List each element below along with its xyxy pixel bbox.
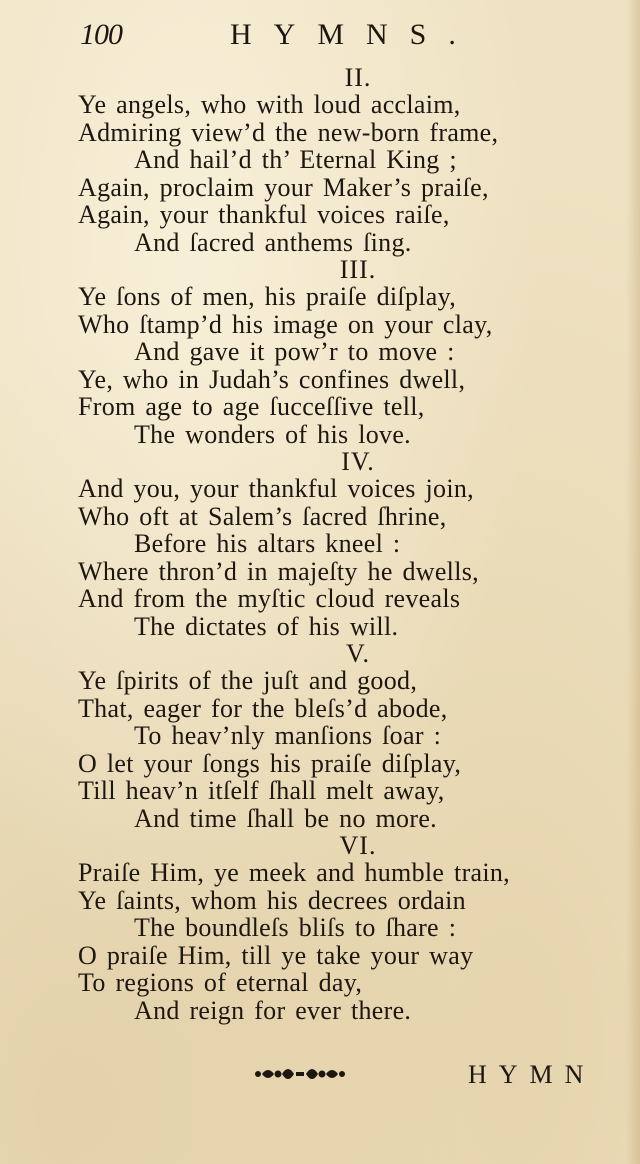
verse-line: Till heav’n itſelf ſhall melt away,	[78, 776, 445, 805]
page-number: 100	[80, 18, 122, 51]
verse-line: The wonders of his love.	[134, 419, 411, 449]
verse-line: And ſacred anthems ſing.	[134, 227, 412, 257]
verse-line: Ye ſpirits of the juſt and good,	[78, 666, 418, 695]
verse-line: Ye angels, who with loud acclaim,	[78, 90, 461, 119]
verse-line: Where thron’d in majeſty he dwells,	[78, 556, 479, 586]
stanza-number: IV.	[341, 447, 375, 476]
printer-ornament-icon	[250, 1060, 350, 1088]
verse-line: And gave it pow’r to move :	[134, 337, 455, 366]
stanza	[78, 448, 598, 640]
catchword: HYMN	[468, 1060, 596, 1089]
verse-line: Ye ſons of men, his praiſe diſplay,	[78, 282, 457, 311]
verse-line: That, eager for the bleſs’d abode,	[78, 693, 448, 723]
stanza-number: V.	[346, 639, 370, 668]
running-title: HYMNS.	[230, 18, 478, 51]
page-footer	[250, 1060, 610, 1100]
stanza-number: II.	[344, 63, 372, 92]
verse-line: And time ſhall be no more.	[134, 803, 437, 833]
verse-line: The boundleſs bliſs to ſhare :	[134, 913, 457, 942]
verse-line: To regions of eternal day,	[78, 968, 363, 997]
verse-line: And from the myſtic cloud reveals	[78, 584, 461, 613]
verse-line: And reign for ever there.	[134, 995, 412, 1025]
stanza	[78, 832, 598, 1024]
verse-line: And you, your thankful voices join,	[78, 474, 474, 503]
verse-line: Admiring view’d the new-born frame,	[78, 117, 499, 147]
stanza	[78, 64, 598, 256]
page-edge-shadow	[626, 0, 640, 1164]
stanza-number: III.	[339, 255, 377, 284]
running-head	[80, 18, 600, 58]
verse-line: Who oft at Salem’s ſacred ſhrine,	[78, 501, 447, 531]
verse-line: O praiſe Him, till ye take your way	[78, 940, 474, 970]
verse-line: Again, proclaim your Maker’s praiſe,	[78, 172, 489, 202]
stanza	[78, 640, 598, 832]
verse-line: And hail’d th’ Eternal King ;	[134, 145, 457, 174]
verse-line: Who ſtamp’d his image on your clay,	[78, 309, 493, 339]
verse-line: Ye ſaints, whom his decrees ordain	[78, 885, 466, 915]
hymn-verses	[78, 64, 598, 1024]
verse-line: Praiſe Him, ye meek and humble train,	[78, 858, 510, 887]
verse-line: Before his altars kneel :	[134, 529, 401, 558]
verse-line: Ye, who in Judah’s confines dwell,	[78, 364, 466, 394]
verse-line: To heav’nly manſions ſoar :	[134, 721, 442, 750]
verse-line: The dictates of his will.	[134, 611, 399, 641]
stanza-number: VI.	[339, 831, 377, 860]
verse-line: Again, your thankful voices raiſe,	[78, 200, 450, 229]
stanza	[78, 256, 598, 448]
verse-line: O let your ſongs his praiſe diſplay,	[78, 748, 462, 778]
verse-line: From age to age ſucceſſive tell,	[78, 392, 425, 421]
